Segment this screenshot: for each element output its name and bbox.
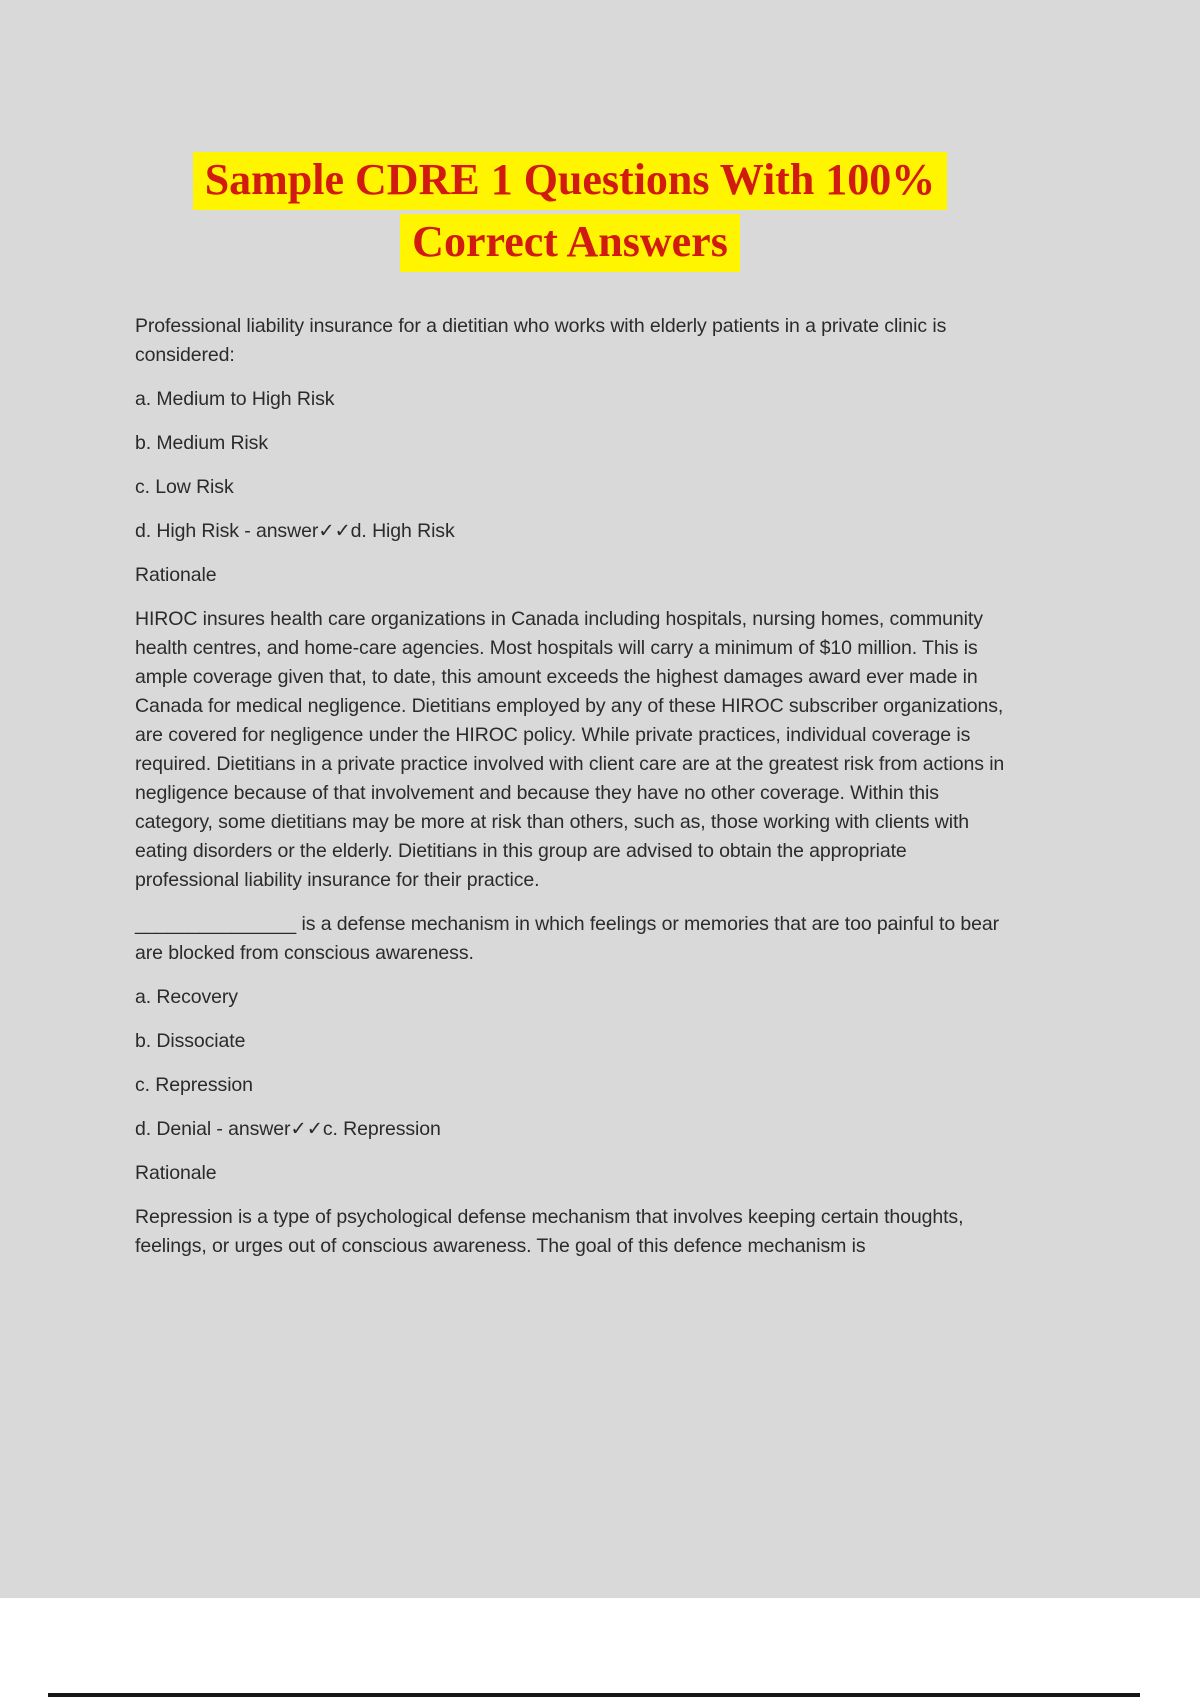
- title-line-1: Sample CDRE 1 Questions With 100%: [193, 152, 948, 210]
- question-1-option-c: c. Low Risk: [135, 475, 234, 498]
- question-1-answer-line: d. High Risk - answer✓✓d. High Risk: [135, 519, 455, 542]
- question-1-text: Professional liability insurance for a dietitian who works with elderly patients in a private clinic is considered:: [135, 314, 947, 366]
- question-2-option-a: a. Recovery: [135, 985, 238, 1008]
- question-2-rationale-text: Repression is a type of psychological defense mechanism that involves keeping certain thoughts, feelings, or urges out of conscious awareness. The goal of this defence mechanism is: [135, 1205, 964, 1257]
- question-1-option-a: a. Medium to High Risk: [135, 387, 335, 410]
- document-body: [135, 312, 1007, 1261]
- question-1-option-b: b. Medium Risk: [135, 431, 268, 454]
- title-line-2: Correct Answers: [400, 214, 740, 272]
- question-2-text: _______________ is a defense mechanism in which feelings or memories that are too painful to bear are blocked from conscious awareness.: [135, 912, 1000, 964]
- question-2-answer-line: d. Denial - answer✓✓c. Repression: [135, 1117, 441, 1140]
- document-title: [0, 0, 1140, 272]
- question-1-rationale-text: HIROC insures health care organizations in Canada including hospitals, nursing homes, community health centres, and home-care agencies. Most hospitals will carry a minimum of $10 million. This is ample coverage given that, to date, this amount exceeds the highest damages award ever made in Canada for medical negligence. Dietitians employed by any of these HIROC subscriber organizations, are covered for negligence under the HIROC policy. While private practices, individual coverage is required. Dietitians in a private practice involved with client care are at the greatest risk from actions in negligence because of that involvement and because they have no other coverage. Within this category, some dietitians may be more at risk than others, such as, those working with clients with eating disorders or the elderly. Dietitians in this group are advised to obtain the appropriate professional liability insurance for their practice.: [135, 607, 1005, 891]
- question-2-option-b: b. Dissociate: [135, 1029, 246, 1052]
- question-2-option-c: c. Repression: [135, 1073, 253, 1096]
- question-2-rationale-label: Rationale: [135, 1161, 217, 1184]
- question-1-rationale-label: Rationale: [135, 563, 217, 586]
- footer-divider: [48, 1693, 1140, 1697]
- page-footer: [0, 1598, 1200, 1700]
